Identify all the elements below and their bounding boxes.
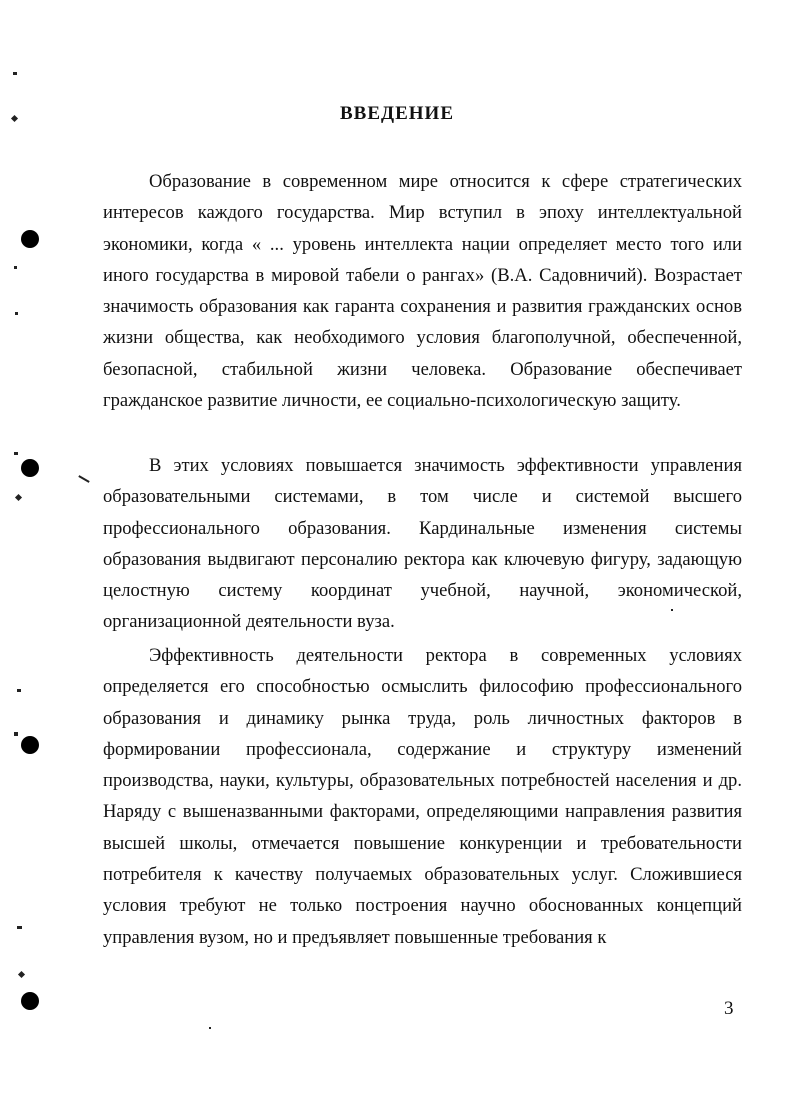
scan-speck <box>14 732 18 736</box>
scan-speck <box>17 689 21 692</box>
scan-speck <box>17 926 22 929</box>
paragraph-2: В этих условиях повышается значимость эффективности управления образовательными системами, в том числе и системой высшего профессионального образования. Кардинальные изменения системы образования выдвигают персоналию ректора как ключевую фигуру, задающую целостную систему координат учебной, научной, экономической, организационной деятельности вуза. <box>103 455 742 633</box>
scan-speck <box>209 1027 211 1029</box>
punch-hole-3 <box>21 736 39 754</box>
scan-speck <box>13 72 17 75</box>
paragraph-1: Образование в современном мире относится к сфере стратегических интересов каждого государства. Мир вступил в эпоху интеллектуальной экономики, когда « ... уровень интеллекта нации определяет место того или иного государства в мировой табели о рангах» (В.А. Садовничий). Возрастает значимость образования как гаранта сохранения и развития гражданских основ жизни общества, как необходимого условия благополучной, обеспеченной, безопасной, стабильной жизни человека. Образование обеспечивает гражданское развитие личности, ее социально-психологическую защиту. <box>103 171 742 412</box>
paragraph-3: Эффективность деятельности ректора в современных условиях определяется его способностью осмыслить философию профессионального образования и динамику рынка труда, роль личностных факторов в формировании профессионала, содержание и структуру изменений производства, науки, культуры, образовательных потребностей населения и др. Наряду с вышеназванными факторами, определяющими направления развития высшей школы, отмечается повышение конкуренции и требовательности потребителя к качеству получаемых образовательных услуг. Сложившиеся условия требуют не только построения научно обоснованных концепций управления вузом, но и предъявляет повышенные требования к <box>103 645 742 948</box>
punch-hole-2 <box>21 459 39 477</box>
page-number: 3 <box>724 998 734 1019</box>
scan-speck <box>18 971 25 978</box>
scan-speck <box>14 452 18 455</box>
page-title: ВВЕДЕНИЕ <box>340 103 454 124</box>
scan-speck <box>78 475 89 483</box>
scan-speck <box>15 494 22 501</box>
punch-hole-4 <box>21 992 39 1010</box>
punch-hole-1 <box>21 230 39 248</box>
scan-speck <box>15 312 18 315</box>
scan-speck <box>14 266 17 269</box>
